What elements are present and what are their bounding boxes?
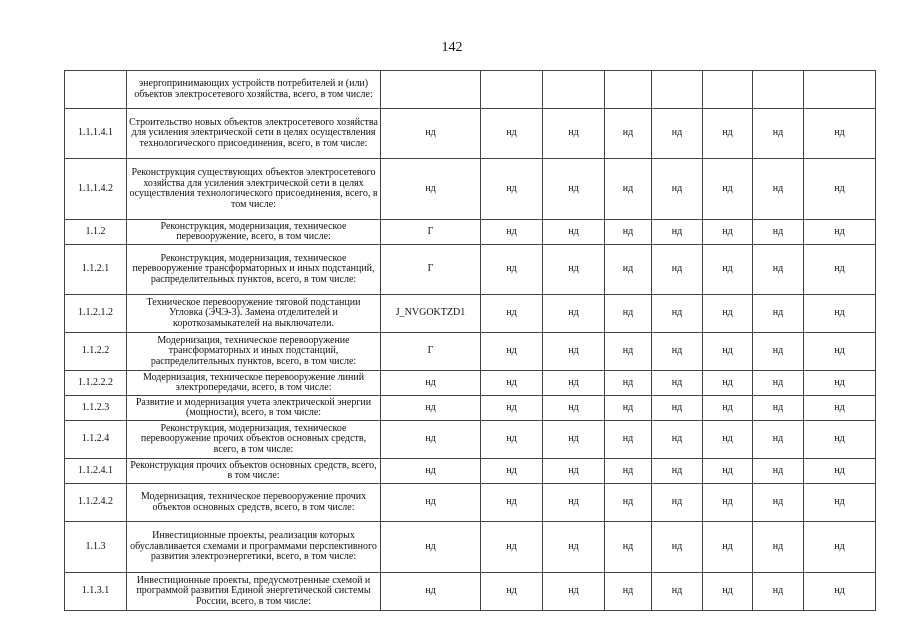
row-value: нд [804, 109, 876, 159]
row-description: Инвестиционные проекты, предусмотренные схемой и программой развития Единой энергетической системы России, всего, в том числе: [127, 573, 381, 611]
row-value: нд [804, 295, 876, 333]
row-value: нд [481, 371, 543, 396]
row-value: нд [804, 421, 876, 459]
row-description: Реконструкция, модернизация, техническое перевооружение, всего, в том числе: [127, 220, 381, 245]
row-value: нд [804, 459, 876, 484]
row-value: нд [703, 220, 753, 245]
row-value: нд [543, 522, 605, 573]
row-value: нд [543, 484, 605, 522]
row-value: нд [753, 333, 804, 371]
row-description: Строительство новых объектов электросетевого хозяйства для усиления электрической сети в целях осуществления технологического присоединения, всего, в том числе: [127, 109, 381, 159]
row-value [605, 71, 652, 109]
row-value: нд [804, 371, 876, 396]
row-identifier: нд [381, 159, 481, 220]
row-value: нд [543, 109, 605, 159]
row-value: нд [543, 245, 605, 295]
row-identifier: нд [381, 109, 481, 159]
row-description: Модернизация, техническое перевооружение трансформаторных и иных подстанций, распределительных пунктов, всего, в том числе: [127, 333, 381, 371]
row-value: нд [753, 295, 804, 333]
row-code: 1.1.2.4.1 [65, 459, 127, 484]
table-row [65, 295, 876, 333]
row-identifier: J_NVGOKTZD1 [381, 295, 481, 333]
row-value: нд [804, 245, 876, 295]
table-row [65, 459, 876, 484]
row-value: нд [481, 396, 543, 421]
row-description: Реконструкция существующих объектов электросетевого хозяйства для усиления электрической сети в целях осуществления технологического присоединения, всего, в том числе: [127, 159, 381, 220]
row-description: Реконструкция, модернизация, техническое перевооружение прочих объектов основных средств, всего, в том числе: [127, 421, 381, 459]
row-value: нд [543, 220, 605, 245]
table-row [65, 396, 876, 421]
row-value [543, 71, 605, 109]
row-value: нд [605, 333, 652, 371]
row-code: 1.1.2.2.2 [65, 371, 127, 396]
row-value: нд [703, 333, 753, 371]
row-value: нд [753, 396, 804, 421]
row-value: нд [703, 295, 753, 333]
row-code: 1.1.2.4.2 [65, 484, 127, 522]
table-row [65, 71, 876, 109]
row-identifier: Г [381, 220, 481, 245]
row-code: 1.1.2.4 [65, 421, 127, 459]
investment-table [64, 70, 876, 611]
row-identifier: нд [381, 459, 481, 484]
row-value: нд [605, 220, 652, 245]
row-value: нд [753, 573, 804, 611]
row-value: нд [703, 396, 753, 421]
row-value: нд [605, 109, 652, 159]
row-description: Развитие и модернизация учета электрической энергии (мощности), всего, в том числе: [127, 396, 381, 421]
row-value: нд [481, 245, 543, 295]
row-value: нд [652, 421, 703, 459]
row-value: нд [703, 484, 753, 522]
row-identifier: нд [381, 573, 481, 611]
row-code [65, 71, 127, 109]
row-description: энергопринимающих устройств потребителей и (или) объектов электросетевого хозяйства, всего, в том числе: [127, 71, 381, 109]
row-value: нд [652, 220, 703, 245]
row-value: нд [652, 245, 703, 295]
table-row [65, 522, 876, 573]
row-identifier: нд [381, 522, 481, 573]
row-value: нд [652, 109, 703, 159]
row-description: Реконструкция, модернизация, техническое перевооружение трансформаторных и иных подстанций, распределительных пунктов, всего, в том числе: [127, 245, 381, 295]
row-value [481, 71, 543, 109]
row-value: нд [605, 459, 652, 484]
row-description: Техническое перевооружение тяговой подстанции Угловка (ЭЧЭ-3). Замена отделителей и короткозамыкателей на выключатели. [127, 295, 381, 333]
row-code: 1.1.2.2 [65, 333, 127, 371]
row-value: нд [804, 220, 876, 245]
row-value: нд [804, 573, 876, 611]
row-value: нд [543, 459, 605, 484]
row-value: нд [481, 522, 543, 573]
row-value: нд [804, 396, 876, 421]
row-code: 1.1.1.4.2 [65, 159, 127, 220]
row-value: нд [543, 295, 605, 333]
row-identifier [381, 71, 481, 109]
row-value: нд [605, 371, 652, 396]
table-row [65, 109, 876, 159]
row-description: Реконструкция прочих объектов основных средств, всего, в том числе: [127, 459, 381, 484]
table-row [65, 421, 876, 459]
row-value: нд [605, 159, 652, 220]
table-row [65, 333, 876, 371]
row-code: 1.1.2.3 [65, 396, 127, 421]
row-value: нд [753, 220, 804, 245]
row-value: нд [543, 396, 605, 421]
row-value: нд [543, 159, 605, 220]
row-value: нд [481, 159, 543, 220]
row-value: нд [753, 421, 804, 459]
row-identifier: нд [381, 396, 481, 421]
row-value: нд [703, 109, 753, 159]
table-row [65, 484, 876, 522]
row-value: нд [703, 159, 753, 220]
row-code: 1.1.1.4.1 [65, 109, 127, 159]
row-value: нд [605, 421, 652, 459]
row-value: нд [652, 396, 703, 421]
row-value: нд [753, 484, 804, 522]
row-value: нд [481, 459, 543, 484]
row-description: Модернизация, техническое перевооружение прочих объектов основных средств, всего, в том числе: [127, 484, 381, 522]
row-description: Инвестиционные проекты, реализация которых обуславливается схемами и программами перспективного развития электроэнергетики, всего, в том числе: [127, 522, 381, 573]
table-body [65, 71, 876, 611]
row-value: нд [652, 484, 703, 522]
row-value: нд [481, 109, 543, 159]
row-value: нд [753, 522, 804, 573]
row-value: нд [652, 459, 703, 484]
row-value: нд [481, 573, 543, 611]
row-code: 1.1.2 [65, 220, 127, 245]
page-number: 142 [441, 40, 463, 55]
row-value: нд [605, 245, 652, 295]
row-value: нд [804, 522, 876, 573]
row-value: нд [804, 484, 876, 522]
row-value: нд [481, 333, 543, 371]
row-value: нд [753, 109, 804, 159]
row-value: нд [652, 333, 703, 371]
table-row [65, 220, 876, 245]
row-value: нд [804, 159, 876, 220]
row-value [652, 71, 703, 109]
row-value: нд [605, 484, 652, 522]
row-value: нд [703, 421, 753, 459]
row-value: нд [652, 295, 703, 333]
row-value: нд [753, 371, 804, 396]
row-value: нд [543, 371, 605, 396]
row-value: нд [605, 522, 652, 573]
row-value: нд [481, 484, 543, 522]
row-value: нд [543, 573, 605, 611]
table-row [65, 245, 876, 295]
row-identifier: Г [381, 333, 481, 371]
row-code: 1.1.3 [65, 522, 127, 573]
row-value: нд [652, 522, 703, 573]
row-value: нд [753, 245, 804, 295]
row-value: нд [703, 371, 753, 396]
row-value: нд [543, 333, 605, 371]
row-value: нд [605, 295, 652, 333]
row-value: нд [652, 371, 703, 396]
row-value: нд [703, 522, 753, 573]
row-value: нд [703, 573, 753, 611]
row-identifier: нд [381, 421, 481, 459]
row-value: нд [753, 159, 804, 220]
row-value: нд [481, 220, 543, 245]
row-value: нд [481, 295, 543, 333]
table-row [65, 159, 876, 220]
row-identifier: Г [381, 245, 481, 295]
row-value: нд [605, 573, 652, 611]
row-value: нд [753, 459, 804, 484]
row-value: нд [652, 159, 703, 220]
row-code: 1.1.2.1.2 [65, 295, 127, 333]
row-value [703, 71, 753, 109]
row-value: нд [543, 421, 605, 459]
row-identifier: нд [381, 484, 481, 522]
row-description: Модернизация, техническое перевооружение линий электропередачи, всего, в том числе: [127, 371, 381, 396]
table-row [65, 371, 876, 396]
row-identifier: нд [381, 371, 481, 396]
row-value: нд [481, 421, 543, 459]
row-value: нд [804, 333, 876, 371]
row-code: 1.1.3.1 [65, 573, 127, 611]
row-value [753, 71, 804, 109]
table-row [65, 573, 876, 611]
row-value: нд [652, 573, 703, 611]
row-value: нд [703, 245, 753, 295]
row-value [804, 71, 876, 109]
row-value: нд [703, 459, 753, 484]
row-code: 1.1.2.1 [65, 245, 127, 295]
row-value: нд [605, 396, 652, 421]
